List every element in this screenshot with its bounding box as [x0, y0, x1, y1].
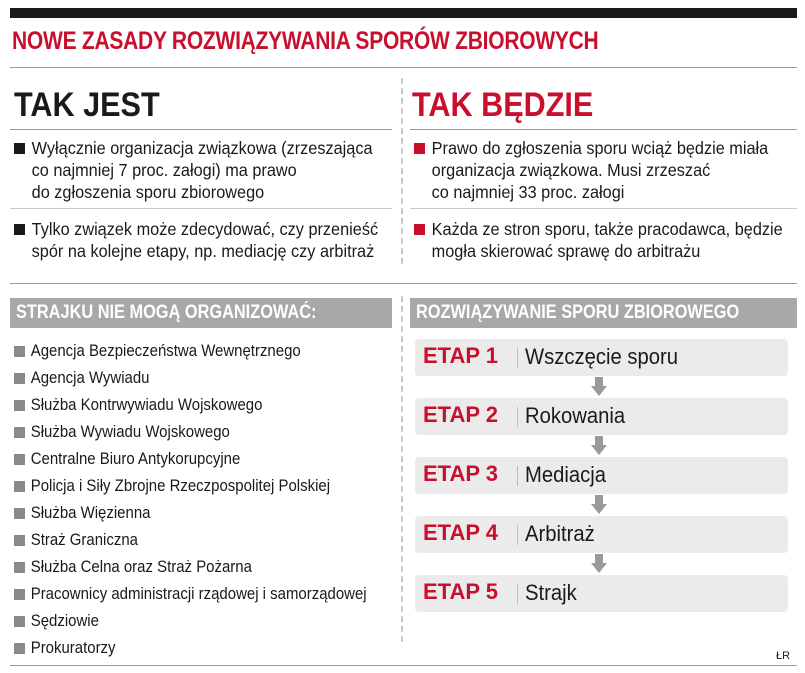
list-item: Prokuratorzy	[14, 637, 415, 664]
stage-5-label: ETAP 5	[423, 579, 498, 604]
right-heading-divider	[410, 129, 797, 130]
left-bullet-divider	[10, 208, 392, 209]
stage-3-name: Mediacja	[525, 462, 607, 487]
arrow-down-icon	[591, 377, 607, 397]
left-bullet-2-line-1: Tylko związek może zdecydować, czy przenieść	[31, 219, 379, 239]
right-bullet-1-line-3: co najmniej 33 proc. załogi	[431, 182, 625, 202]
list-item: Policja i Siły Zbrojne Rzeczpospolitej Polskiej	[14, 475, 415, 502]
stage-2-name: Rokowania	[525, 403, 626, 428]
stage-separator	[517, 525, 518, 545]
title-divider	[10, 67, 797, 68]
top-bar	[10, 8, 797, 18]
list-item: Centralne Biuro Antykorupcyjne	[14, 448, 415, 475]
list-item: Straż Graniczna	[14, 529, 415, 556]
stage-3-label: ETAP 3	[423, 461, 498, 486]
right-bullet-2-line-2: mogła skierować sprawę do arbitrażu	[431, 241, 701, 261]
stage-separator	[517, 584, 518, 604]
stage-5-name: Strajk	[525, 580, 577, 605]
left-bullet-1-line-3: do zgłoszenia sporu zbiorowego	[31, 182, 265, 202]
stage-separator	[517, 407, 518, 427]
list-item: Pracownicy administracji rządowej i samorządowej	[14, 583, 415, 610]
list-item: Służba Celna oraz Straż Pożarna	[14, 556, 415, 583]
right-bullet-2-line-1: Każda ze stron sporu, także pracodawca, będzie	[431, 219, 783, 239]
list-item: Służba Więzienna	[14, 502, 415, 529]
right-column-heading: TAK BĘDZIE	[412, 86, 594, 124]
list-item: Służba Wywiadu Wojskowego	[14, 421, 415, 448]
stage-4-name: Arbitraż	[525, 521, 595, 546]
stage-1	[415, 339, 788, 376]
stage-5	[415, 575, 788, 612]
stages-section-heading	[410, 298, 797, 328]
stage-4	[415, 516, 788, 553]
stage-1-label: ETAP 1	[423, 343, 498, 368]
left-heading-divider	[10, 129, 392, 130]
strike-section-heading	[10, 298, 392, 328]
stage-1-name: Wszczęcie sporu	[525, 344, 678, 369]
left-bullet-2-line-2: spór na kolejne etapy, np. mediację czy arbitraż	[31, 241, 375, 261]
stage-2	[415, 398, 788, 435]
left-bullet-1	[14, 137, 400, 203]
middle-divider	[10, 283, 797, 284]
arrow-down-icon	[591, 436, 607, 456]
strike-section-heading-text: STRAJKU NIE MOGĄ ORGANIZOWAĆ:	[16, 302, 317, 323]
page-title: NOWE ZASADY ROZWIĄZYWANIA SPORÓW ZBIOROWYCH	[12, 27, 599, 55]
left-bullet-1-line-1: Wyłącznie organizacja związkowa (zrzeszająca	[31, 138, 373, 158]
stage-separator	[517, 348, 518, 368]
stage-2-label: ETAP 2	[423, 402, 498, 427]
left-column-heading: TAK JEST	[14, 86, 160, 124]
right-bullet-1-line-1: Prawo do zgłoszenia sporu wciąż będzie miała	[431, 138, 769, 158]
list-item: Agencja Wywiadu	[14, 367, 415, 394]
stage-4-label: ETAP 4	[423, 520, 498, 545]
left-bullet-2	[14, 218, 406, 262]
author-credit: ŁR	[776, 650, 791, 662]
right-bullet-1	[414, 137, 795, 203]
arrow-down-icon	[591, 495, 607, 515]
left-bullet-1-line-2: co najmniej 7 proc. załogi) ma prawo	[31, 160, 297, 180]
stage-3	[415, 457, 788, 494]
right-bullet-2	[414, 218, 805, 262]
right-bullet-1-line-2: organizacja związkowa. Musi zrzeszać	[431, 160, 711, 180]
list-item: Agencja Bezpieczeństwa Wewnętrznego	[14, 340, 415, 367]
right-bullet-divider	[410, 208, 797, 209]
strike-exclusions-list	[14, 340, 415, 664]
arrow-down-icon	[591, 554, 607, 574]
bottom-divider	[10, 665, 797, 666]
stage-separator	[517, 466, 518, 486]
list-item: Służba Kontrwywiadu Wojskowego	[14, 394, 415, 421]
stages-section-heading-text: ROZWIĄZYWANIE SPORU ZBIOROWEGO	[416, 302, 740, 323]
list-item: Sędziowie	[14, 610, 415, 637]
